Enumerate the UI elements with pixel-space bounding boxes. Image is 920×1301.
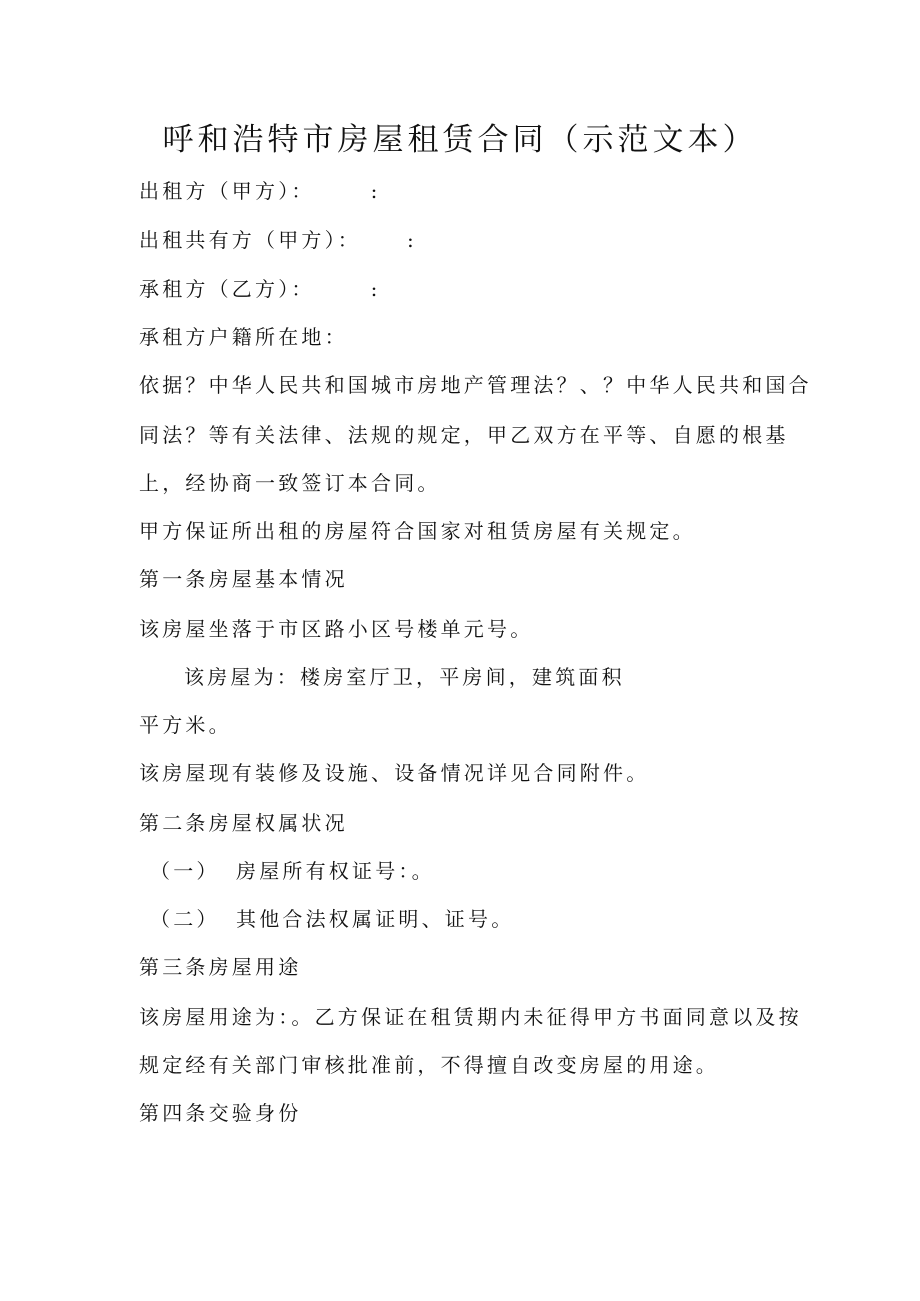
lessee-residence-line: 承租方户籍所在地： xyxy=(139,325,348,349)
article1-fixtures: 该房屋现有装修及设施、设备情况详见合同附件。 xyxy=(139,761,650,785)
article2-heading: 第二条房屋权属状况 xyxy=(139,811,348,835)
co-lessor-label: 出租共有方（甲方）： xyxy=(139,228,361,252)
article4-heading: 第四条交验身份 xyxy=(139,1101,302,1125)
article2-item-2-text: 其他合法权属证明、证号。 xyxy=(236,907,515,931)
lessor-label: 出租方（甲方）： xyxy=(139,179,315,203)
article3-body-line-2: 规定经有关部门审核批准前，不得擅自改变房屋的用途。 xyxy=(139,1053,719,1077)
article1-heading: 第一条房屋基本情况 xyxy=(139,567,348,591)
article1-location: 该房屋坐落于市区路小区号楼单元号。 xyxy=(139,617,534,641)
lessee-line xyxy=(139,274,381,304)
lessor-value: : xyxy=(370,179,381,203)
page-title: 呼和浩特市房屋租赁合同（示范文本） xyxy=(162,122,758,158)
article2-item-1-number: （一） xyxy=(150,859,220,883)
lessor-line xyxy=(139,176,381,206)
article1-layout: 该房屋为：楼房室厅卫，平房间，建筑面积 xyxy=(184,665,625,689)
article3-body-line-1: 该房屋用途为：。乙方保证在租赁期内未征得甲方书面同意以及按 xyxy=(139,1005,802,1029)
preamble-line-1: 依据？中华人民共和国城市房地产管理法？、？中华人民共和国合 xyxy=(139,373,812,397)
co-lessor-line xyxy=(139,225,417,255)
article3-heading: 第三条房屋用途 xyxy=(139,955,302,979)
article2-item-1-text: 房屋所有权证号：。 xyxy=(236,859,435,883)
article2-item-1 xyxy=(150,856,435,886)
article2-item-2 xyxy=(150,904,514,934)
co-lessor-value: : xyxy=(407,228,417,252)
preamble-line-2: 同法？等有关法律、法规的规定，甲乙双方在平等、自愿的根基 xyxy=(139,423,789,447)
article2-item-2-number: （二） xyxy=(150,907,220,931)
lessee-value: : xyxy=(370,277,381,301)
article1-area-unit: 平方米。 xyxy=(139,713,232,737)
preamble-line-3: 上，经协商一致签订本合同。 xyxy=(139,471,441,495)
guarantee-line: 甲方保证所出租的房屋符合国家对租赁房屋有关规定。 xyxy=(139,519,696,543)
lessee-label: 承租方（乙方）： xyxy=(139,277,315,301)
